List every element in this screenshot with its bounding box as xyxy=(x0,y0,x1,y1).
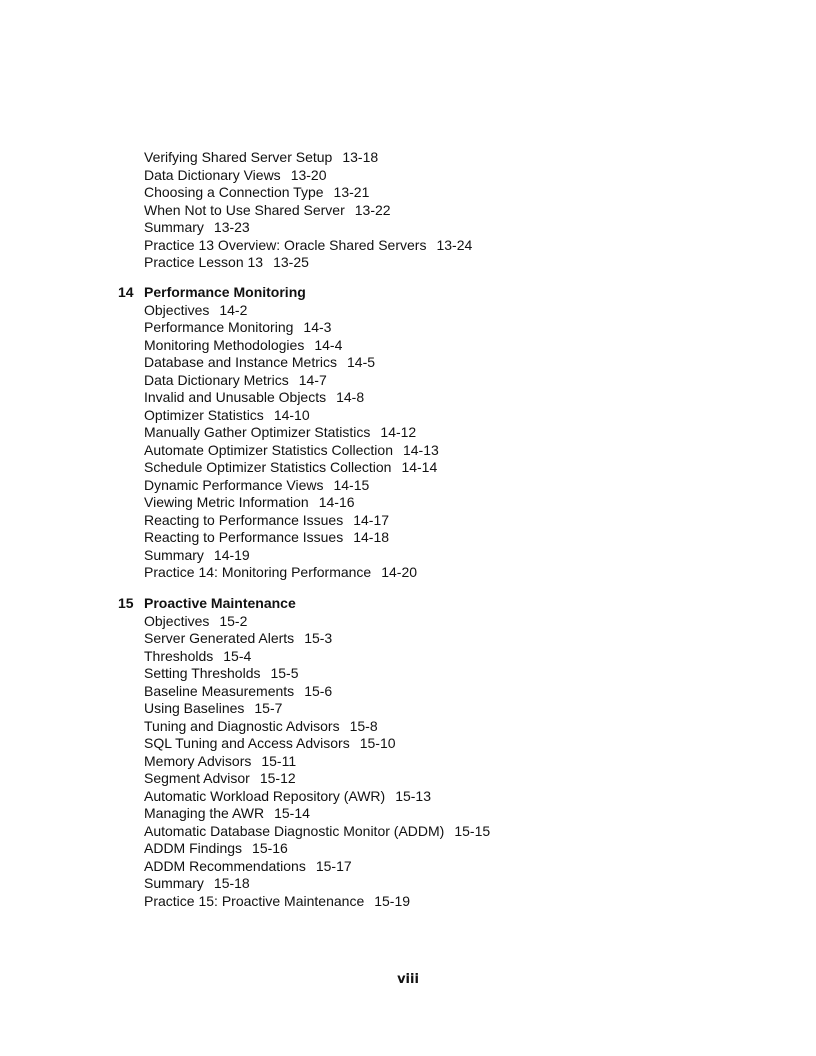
toc-entry xyxy=(144,804,310,822)
chapter-number: 15 xyxy=(118,595,134,611)
toc-entry xyxy=(144,388,364,406)
toc-entry-page: 15-17 xyxy=(315,857,352,874)
toc-entry-page: 15-2 xyxy=(219,612,248,629)
toc-entry-page: 13-25 xyxy=(273,254,309,270)
toc-entry-title: Manually Gather Optimizer Statistics xyxy=(144,424,371,440)
toc-entry xyxy=(144,236,472,254)
toc-entry xyxy=(144,201,391,219)
toc-entry-title: Summary xyxy=(144,546,204,563)
toc-entry-page: 14-20 xyxy=(381,564,418,580)
toc-entry-page: 15-5 xyxy=(270,665,299,681)
toc-entry-title: Server Generated Alerts xyxy=(144,630,295,646)
toc-entry-page: 15-18 xyxy=(213,875,250,891)
toc-entry xyxy=(144,563,417,581)
chapter-title: Performance Monitoring xyxy=(144,284,306,300)
chapter-heading xyxy=(118,594,296,612)
toc-entry-title: ADDM Recommendations xyxy=(144,857,306,874)
toc-entry xyxy=(144,769,296,787)
toc-entry-page: 14-5 xyxy=(347,354,376,370)
toc-entry-page: 14-19 xyxy=(213,546,250,563)
page-number: viii xyxy=(397,972,419,987)
toc-entry xyxy=(144,647,251,665)
toc-entry-title: Practice 15: Proactive Maintenance xyxy=(144,892,365,909)
toc-entry-title: Dynamic Performance Views xyxy=(144,476,324,493)
toc-entry xyxy=(144,839,288,857)
toc-entry-title: Objectives xyxy=(144,612,210,629)
toc-entry xyxy=(144,734,396,752)
toc-entry-page: 15-6 xyxy=(304,682,333,699)
toc-entry xyxy=(144,892,410,910)
toc-entry xyxy=(144,528,389,546)
toc-entry xyxy=(144,166,327,184)
toc-entry-title: Optimizer Statistics xyxy=(144,406,264,423)
chapter-heading xyxy=(118,283,306,301)
toc-entry-page: 15-7 xyxy=(254,700,283,716)
toc-entry-page: 14-8 xyxy=(336,389,365,405)
toc-entry-title: Invalid and Unusable Objects xyxy=(144,389,327,405)
toc-entry-title: Practice Lesson 13 xyxy=(144,254,264,270)
toc-entry-page: 13-18 xyxy=(342,149,379,165)
toc-entry xyxy=(144,301,247,319)
toc-entry xyxy=(144,318,331,336)
toc-entry xyxy=(144,682,332,700)
toc-entry-title: Database and Instance Metrics xyxy=(144,354,337,370)
toc-entry-title: Monitoring Methodologies xyxy=(144,336,305,353)
toc-entry-page: 13-22 xyxy=(354,201,391,218)
toc-entry-page: 14-4 xyxy=(314,336,343,353)
toc-entry-page: 15-4 xyxy=(223,647,252,664)
toc-entry-page: 14-14 xyxy=(401,459,438,475)
toc-entry-page: 14-10 xyxy=(273,406,310,423)
toc-entry-title: Thresholds xyxy=(144,647,214,664)
toc-entry-title: Managing the AWR xyxy=(144,805,265,821)
toc-entry-page: 15-10 xyxy=(359,735,396,751)
toc-entry-title: Baseline Measurements xyxy=(144,682,295,699)
toc-entry xyxy=(144,612,247,630)
toc-entry xyxy=(144,371,327,389)
toc-entry-page: 15-12 xyxy=(259,770,296,786)
toc-entry-title: Automatic Workload Repository (AWR) xyxy=(144,787,386,804)
toc-entry-page: 13-21 xyxy=(333,184,370,200)
toc-entry-page: 14-16 xyxy=(318,494,355,510)
toc-entry xyxy=(144,874,250,892)
chapter-title: Proactive Maintenance xyxy=(144,595,296,611)
toc-entry xyxy=(144,148,378,166)
toc-entry xyxy=(144,458,437,476)
toc-entry-title: Segment Advisor xyxy=(144,770,250,786)
toc-entry xyxy=(144,717,378,735)
toc-entry-page: 15-16 xyxy=(252,840,288,856)
toc-entry-page: 13-20 xyxy=(290,166,327,183)
toc-entry-page: 15-15 xyxy=(454,822,491,839)
toc-entry-title: Performance Monitoring xyxy=(144,319,294,335)
toc-entry xyxy=(144,857,352,875)
toc-entry-page: 15-19 xyxy=(374,892,411,909)
toc-entry-page: 14-2 xyxy=(219,301,248,318)
toc-entry-title: Automatic Database Diagnostic Monitor (ADDM) xyxy=(144,822,445,839)
toc-entry-title: Choosing a Connection Type xyxy=(144,184,324,200)
toc-entry xyxy=(144,476,369,494)
toc-entry-page: 14-17 xyxy=(353,511,390,528)
toc-entry-title: Data Dictionary Metrics xyxy=(144,371,289,388)
toc-entry xyxy=(144,218,250,236)
toc-entry-title: Verifying Shared Server Setup xyxy=(144,149,333,165)
toc-entry-title: SQL Tuning and Access Advisors xyxy=(144,735,350,751)
toc-entry-title: Setting Thresholds xyxy=(144,665,261,681)
toc-entry-page: 13-24 xyxy=(436,236,473,253)
toc-entry-page: 15-11 xyxy=(261,752,297,769)
toc-entry-title: Reacting to Performance Issues xyxy=(144,529,344,545)
toc-entry-title: Summary xyxy=(144,219,204,235)
toc-entry-title: When Not to Use Shared Server xyxy=(144,201,345,218)
toc-entry-page: 14-15 xyxy=(333,476,370,493)
toc-entry-title: Using Baselines xyxy=(144,700,245,716)
toc-entry-title: Automate Optimizer Statistics Collection xyxy=(144,441,393,458)
toc-entry-page: 14-3 xyxy=(303,319,332,335)
toc-entry xyxy=(144,183,369,201)
toc-entry-page: 13-23 xyxy=(213,219,250,235)
toc-entry-title: Reacting to Performance Issues xyxy=(144,511,344,528)
toc-entry-title: Schedule Optimizer Statistics Collection xyxy=(144,459,392,475)
toc-entry xyxy=(144,822,490,840)
toc-entry xyxy=(144,441,439,459)
toc-entry xyxy=(144,752,296,770)
toc-entry xyxy=(144,787,431,805)
toc-entry xyxy=(144,253,309,271)
toc-entry-title: Summary xyxy=(144,875,204,891)
toc-entry-title: ADDM Findings xyxy=(144,840,243,856)
toc-entry xyxy=(144,699,282,717)
toc-entry xyxy=(144,546,250,564)
toc-entry-page: 15-14 xyxy=(274,805,310,821)
toc-entry-title: Practice 13 Overview: Oracle Shared Servers xyxy=(144,236,427,253)
toc-entry-page: 14-7 xyxy=(298,371,327,388)
toc-entry-page: 14-18 xyxy=(353,529,390,545)
toc-entry-page: 14-13 xyxy=(402,441,439,458)
toc-entry-page: 15-13 xyxy=(395,787,431,804)
toc-entry xyxy=(144,664,299,682)
toc-entry-title: Objectives xyxy=(144,301,210,318)
toc-entry-page: 14-12 xyxy=(380,424,417,440)
toc-entry xyxy=(144,336,342,354)
toc-entry xyxy=(144,629,332,647)
toc-entry-page: 15-8 xyxy=(349,717,378,734)
toc-entry-title: Data Dictionary Views xyxy=(144,166,281,183)
chapter-number: 14 xyxy=(118,284,134,300)
toc-entry xyxy=(144,353,375,371)
toc-entry-title: Tuning and Diagnostic Advisors xyxy=(144,717,340,734)
toc-entry-title: Memory Advisors xyxy=(144,752,252,769)
toc-entry-page: 15-3 xyxy=(304,630,333,646)
toc-entry xyxy=(144,423,416,441)
toc-entry-title: Practice 14: Monitoring Performance xyxy=(144,564,372,580)
toc-entry xyxy=(144,511,389,529)
toc-entry xyxy=(144,493,355,511)
toc-entry-title: Viewing Metric Information xyxy=(144,494,309,510)
toc-entry xyxy=(144,406,310,424)
